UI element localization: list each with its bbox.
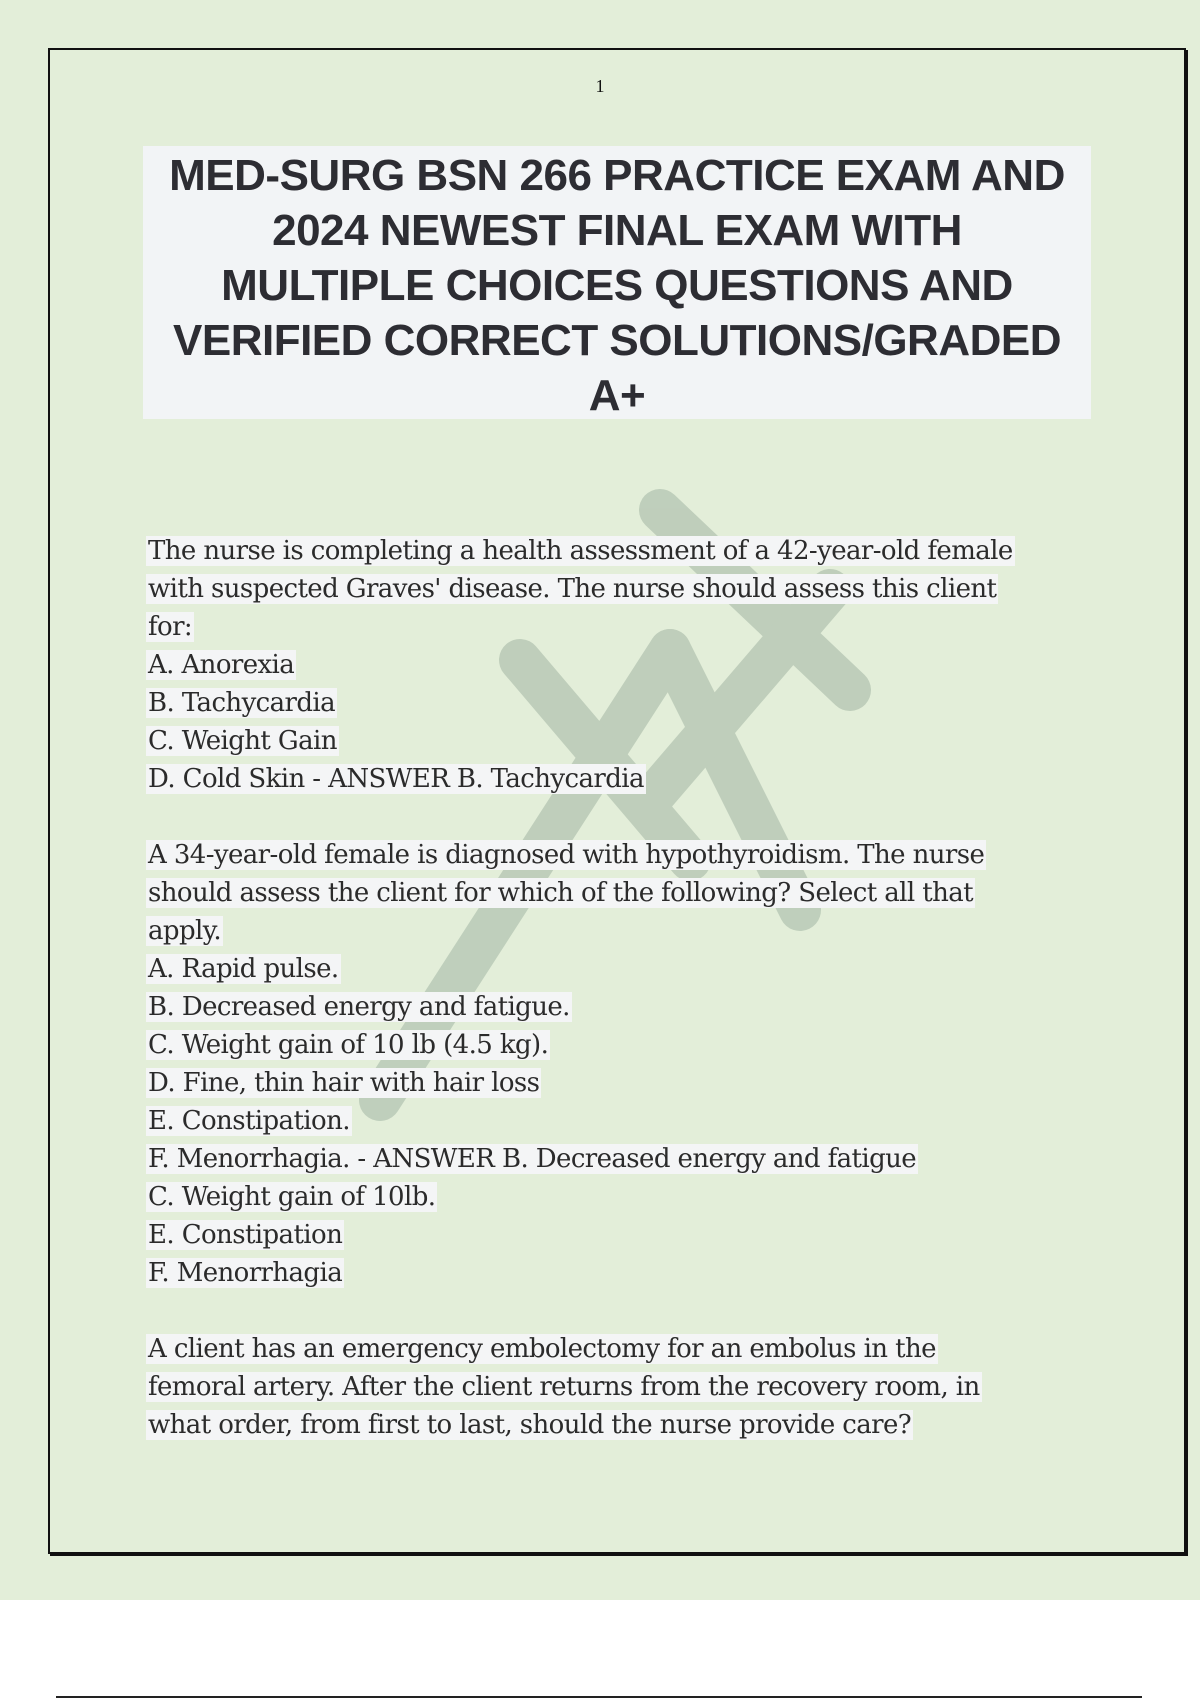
text-line: The nurse is completing a health assessment of a 42-year-old female	[148, 536, 1013, 566]
title-line: A+	[588, 371, 646, 420]
document-body	[146, 532, 1106, 1482]
answer-option: E. Constipation.	[148, 1106, 350, 1136]
answer-option: F. Menorrhagia	[148, 1258, 343, 1288]
answer-option: E. Constipation	[148, 1220, 343, 1250]
answer-option: A. Anorexia	[148, 650, 295, 680]
answer-option: D. Cold Skin - ANSWER B. Tachycardia	[148, 764, 644, 794]
answer-option: B. Tachycardia	[148, 688, 336, 718]
question-block	[146, 532, 1106, 798]
answer-option: C. Weight gain of 10 lb (4.5 kg).	[148, 1030, 549, 1060]
answer-option: F. Menorrhagia. - ANSWER B. Decreased energy and fatigue	[148, 1144, 917, 1174]
text-line: what order, from first to last, should the nurse provide care?	[148, 1410, 912, 1440]
title-line: MED-SURG BSN 266 PRACTICE EXAM AND	[169, 151, 1065, 200]
title-line: 2024 NEWEST FINAL EXAM WITH	[272, 206, 962, 255]
text-line: should assess the client for which of the following? Select all that	[148, 878, 973, 908]
title-line: MULTIPLE CHOICES QUESTIONS AND	[221, 261, 1013, 310]
document-title	[143, 148, 1091, 423]
question-block	[146, 1330, 1106, 1444]
bottom-divider	[56, 1696, 1142, 1698]
text-line: femoral artery. After the client returns from the recovery room, in	[148, 1372, 980, 1402]
answer-option: C. Weight gain of 10lb.	[148, 1182, 436, 1212]
answer-option: D. Fine, thin hair with hair loss	[148, 1068, 540, 1098]
text-line: apply.	[148, 916, 222, 946]
text-line: A client has an emergency embolectomy for an embolus in the	[148, 1334, 936, 1364]
text-line: for:	[148, 612, 193, 642]
page-number: 1	[595, 76, 605, 96]
text-line: A 34-year-old female is diagnosed with hypothyroidism. The nurse	[148, 840, 985, 870]
answer-option: A. Rapid pulse.	[148, 954, 339, 984]
answer-option: C. Weight Gain	[148, 726, 337, 756]
title-line: VERIFIED CORRECT SOLUTIONS/GRADED	[173, 316, 1061, 365]
text-line: with suspected Graves' disease. The nurse should assess this client	[148, 574, 997, 604]
question-block	[146, 836, 1106, 1292]
answer-option: B. Decreased energy and fatigue.	[148, 992, 570, 1022]
